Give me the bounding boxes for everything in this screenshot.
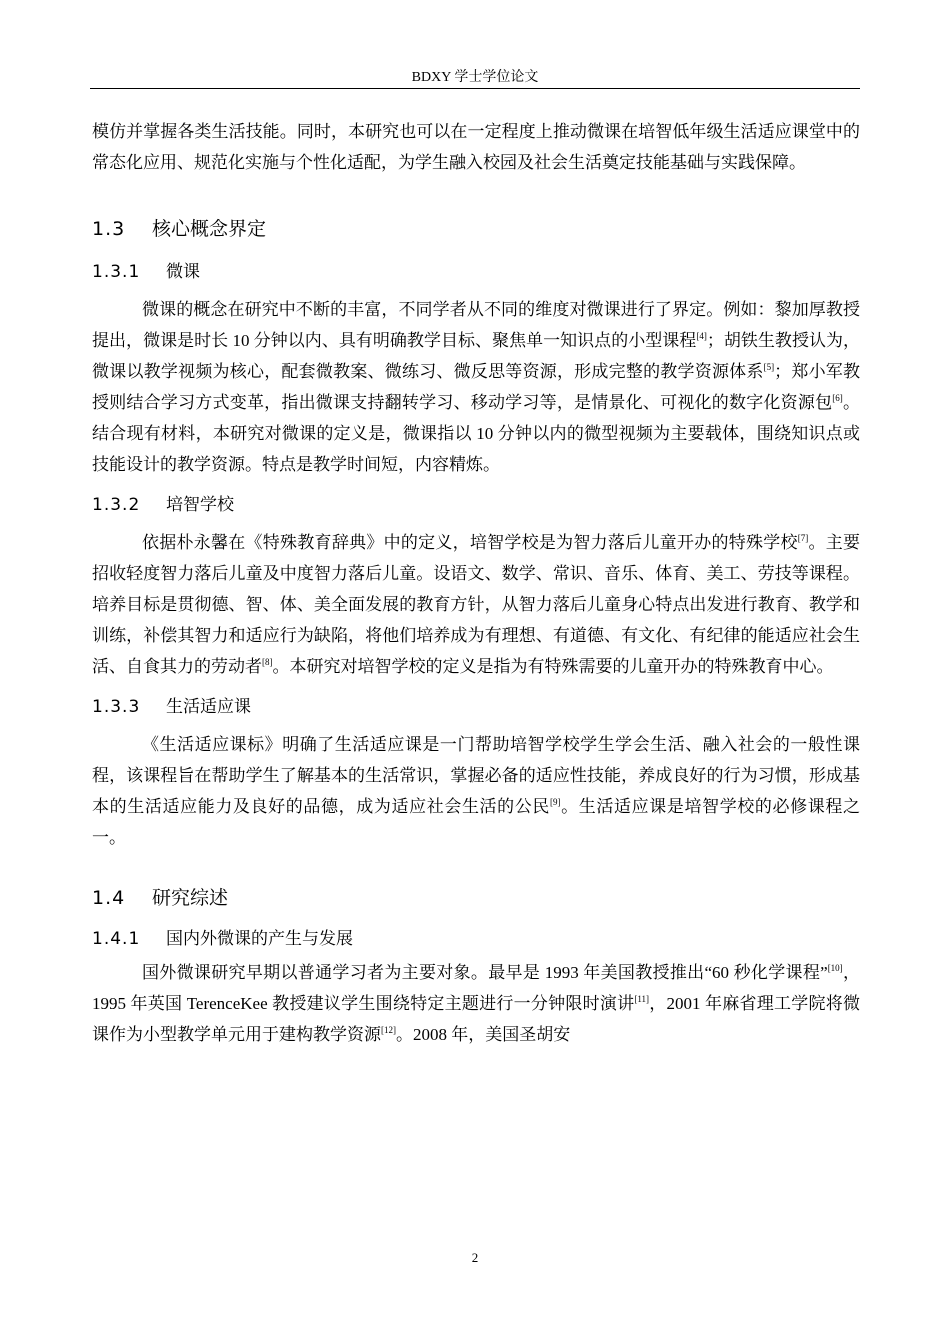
- subsection-title: 国内外微课的产生与发展: [166, 929, 353, 949]
- text-run: ；郑小军教授则结合学习方式变革，指出微课支持翻转学习、移动学习等，是情景化、可视化的数字化资源包: [92, 362, 861, 412]
- subsection-heading-1-3-3: [92, 692, 860, 723]
- citation: [9]: [550, 797, 561, 807]
- section-number: 1.3: [92, 218, 126, 240]
- citation: [6]: [832, 393, 843, 403]
- text-run: 《生活适应课标》明确了生活适应课是一门帮助培智学校学生学会生活、融入社会的一般性课程，该课程旨在帮助学生了解基本的生活常识，掌握必备的适应性技能，养成良好的行为习惯，形成基本的生活适应能力及良好的品德，成为适应社会生活的公民: [92, 735, 860, 816]
- section-heading-1-4: [92, 883, 860, 914]
- subsection-number: 1.3.2: [92, 495, 141, 515]
- text-run: 。主要招收轻度智力落后儿童及中度智力落后儿童。设语文、数学、常识、音乐、体育、美工、劳技等课程。培养目标是贯彻德、智、体、美全面发展的教育方针，从智力落后儿童身心特点出发进行教育、教学和训练，补偿其智力和适应行为缺陷，将他们培养成为有理想、有道德、有文化、有纪律的能适应社会生活、自食其力的劳动者: [92, 533, 861, 676]
- citation: [12]: [381, 1025, 396, 1035]
- text-run: 。生活适应课是培智学校的必修课程之一。: [92, 797, 861, 847]
- citation: [10]: [827, 963, 843, 973]
- paragraph-peizhi-school: [92, 527, 860, 682]
- subsection-title: 生活适应课: [166, 697, 251, 717]
- page-number: 2: [471, 1250, 479, 1265]
- paragraph-weike-definition: [92, 294, 860, 480]
- subsection-heading-1-4-1: [92, 924, 860, 955]
- text-run: 国外微课研究早期以普通学习者为主要对象。最早是 1993 年美国教授推出“60 秒化学课程”: [142, 963, 828, 982]
- paragraph-life-adaptation: [92, 729, 860, 853]
- subsection-number: 1.4.1: [92, 929, 141, 949]
- main-content: [92, 116, 860, 1050]
- text-run: 微课的概念在研究中不断的丰富，不同学者从不同的维度对微课进行了界定。例如：黎加厚教授提出，微课是时长 10 分钟以内、具有明确教学目标、聚焦单一知识点的小型课程: [92, 300, 860, 350]
- paragraph-weike-history: [92, 957, 860, 1050]
- citation: [5]: [763, 362, 775, 372]
- citation: [8]: [262, 657, 273, 667]
- text-run: 。本研究对培智学校的定义是指为有特殊需要的儿童开办的特殊教育中心。: [272, 657, 834, 676]
- section-title: 核心概念界定: [152, 218, 267, 240]
- citation: [7]: [797, 533, 809, 543]
- text-run: ，2001 年麻省理工学院将微课作为小型教学单元用于建构教学资源: [92, 994, 860, 1044]
- citation: [11]: [634, 994, 650, 1004]
- text-run: 。结合现有材料，本研究对微课的定义是，微课指以 10 分钟以内的微型视频为主要载体，围绕知识点或技能设计的教学资源。特点是教学时间短，内容精炼。: [92, 393, 861, 474]
- section-heading-1-3: [92, 214, 860, 245]
- subsection-heading-1-3-2: [92, 490, 860, 521]
- subsection-number: 1.3.3: [92, 697, 141, 717]
- text-run: ，1995 年英国 TerenceKee 教授建议学生围绕特定主题进行一分钟限时演讲: [92, 963, 860, 1013]
- subsection-title: 微课: [166, 262, 200, 282]
- intro-paragraph: 模仿并掌握各类生活技能。同时，本研究也可以在一定程度上推动微课在培智低年级生活适应课堂中的常态化应用、规范化实施与个性化适配，为学生融入校园及社会生活奠定技能基础与实践保障。: [92, 122, 860, 172]
- subsection-number: 1.3.1: [92, 262, 141, 282]
- text-run: 依据朴永馨在《特殊教育辞典》中的定义，培智学校是为智力落后儿童开办的特殊学校: [142, 533, 798, 552]
- text-run: ；胡铁生教授认为，微课以教学视频为核心，配套微教案、微练习、微反思等资源，形成完整的教学资源体系: [92, 331, 861, 381]
- text-run: 。2008 年，美国圣胡安: [396, 1025, 571, 1044]
- running-header: BDXY 学士学位论文: [411, 70, 539, 85]
- citation: [4]: [696, 331, 707, 341]
- section-number: 1.4: [92, 887, 126, 909]
- subsection-title: 培智学校: [166, 495, 234, 515]
- section-title: 研究综述: [152, 887, 229, 909]
- subsection-heading-1-3-1: [92, 257, 860, 288]
- header-rule: [90, 88, 860, 89]
